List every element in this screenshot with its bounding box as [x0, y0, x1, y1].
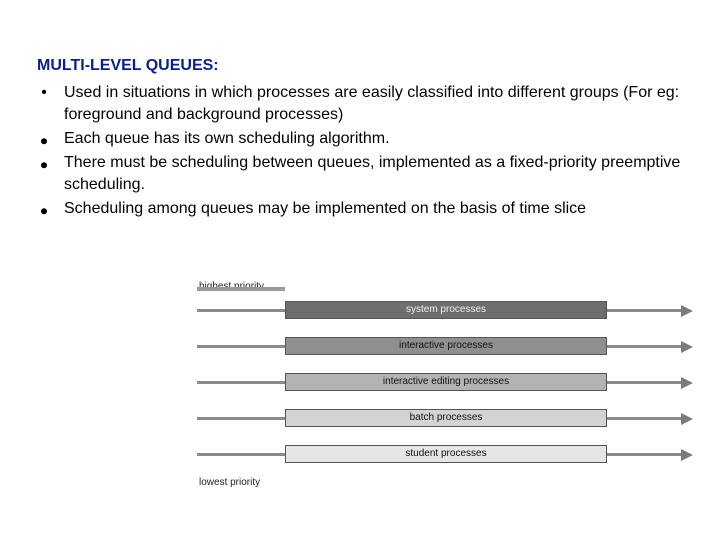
queue-bar: interactive processes: [285, 337, 607, 355]
queue-tail-line: [607, 417, 681, 420]
queue-bar: student processes: [285, 445, 607, 463]
slide-title: MULTI-LEVEL QUEUES:: [37, 57, 219, 74]
bullet-item: [37, 198, 697, 220]
queue-row-system: [195, 301, 700, 321]
bullet-text: There must be scheduling between queues, implemented as a fixed-priority preemptive scheduling.: [64, 154, 681, 193]
queue-lead-line: [197, 417, 285, 420]
bullet-item: [37, 82, 697, 126]
queue-lead-line: [197, 309, 285, 312]
lowest-priority-label: lowest priority: [199, 477, 261, 488]
arrow-head-icon: [681, 449, 693, 461]
arrow-head-icon: [681, 341, 693, 353]
queue-tail-line: [607, 345, 681, 348]
bullet-marker: ⦁: [40, 202, 48, 218]
bullet-text: Used in situations in which processes are easily classified into different groups (For eg: foreground and background processes): [64, 84, 680, 123]
highest-priority-underline: [197, 287, 285, 291]
bullet-marker: ⦁: [40, 132, 48, 148]
queue-tail-line: [607, 309, 681, 312]
bullet-text: Each queue has its own scheduling algorithm.: [64, 130, 390, 147]
queue-lead-line: [197, 381, 285, 384]
bullet-item: [37, 128, 697, 150]
arrow-head-icon: [681, 413, 693, 425]
queue-bar: batch processes: [285, 409, 607, 427]
queue-tail-line: [607, 453, 681, 456]
bullet-list: [37, 82, 697, 222]
queue-row-batch: [195, 409, 700, 429]
queue-row-interactive-editing: [195, 373, 700, 393]
bullet-text: Scheduling among queues may be implemented on the basis of time slice: [64, 200, 587, 217]
queue-diagram: [195, 278, 700, 493]
bullet-marker: •: [41, 84, 47, 101]
bullet-marker: ⦁: [40, 156, 48, 172]
arrow-head-icon: [681, 305, 693, 317]
queue-lead-line: [197, 453, 285, 456]
queue-row-interactive: [195, 337, 700, 357]
queue-row-student: [195, 445, 700, 465]
queue-bar: system processes: [285, 301, 607, 319]
bullet-item: [37, 152, 697, 196]
queue-lead-line: [197, 345, 285, 348]
queue-tail-line: [607, 381, 681, 384]
arrow-head-icon: [681, 377, 693, 389]
queue-bar: interactive editing processes: [285, 373, 607, 391]
